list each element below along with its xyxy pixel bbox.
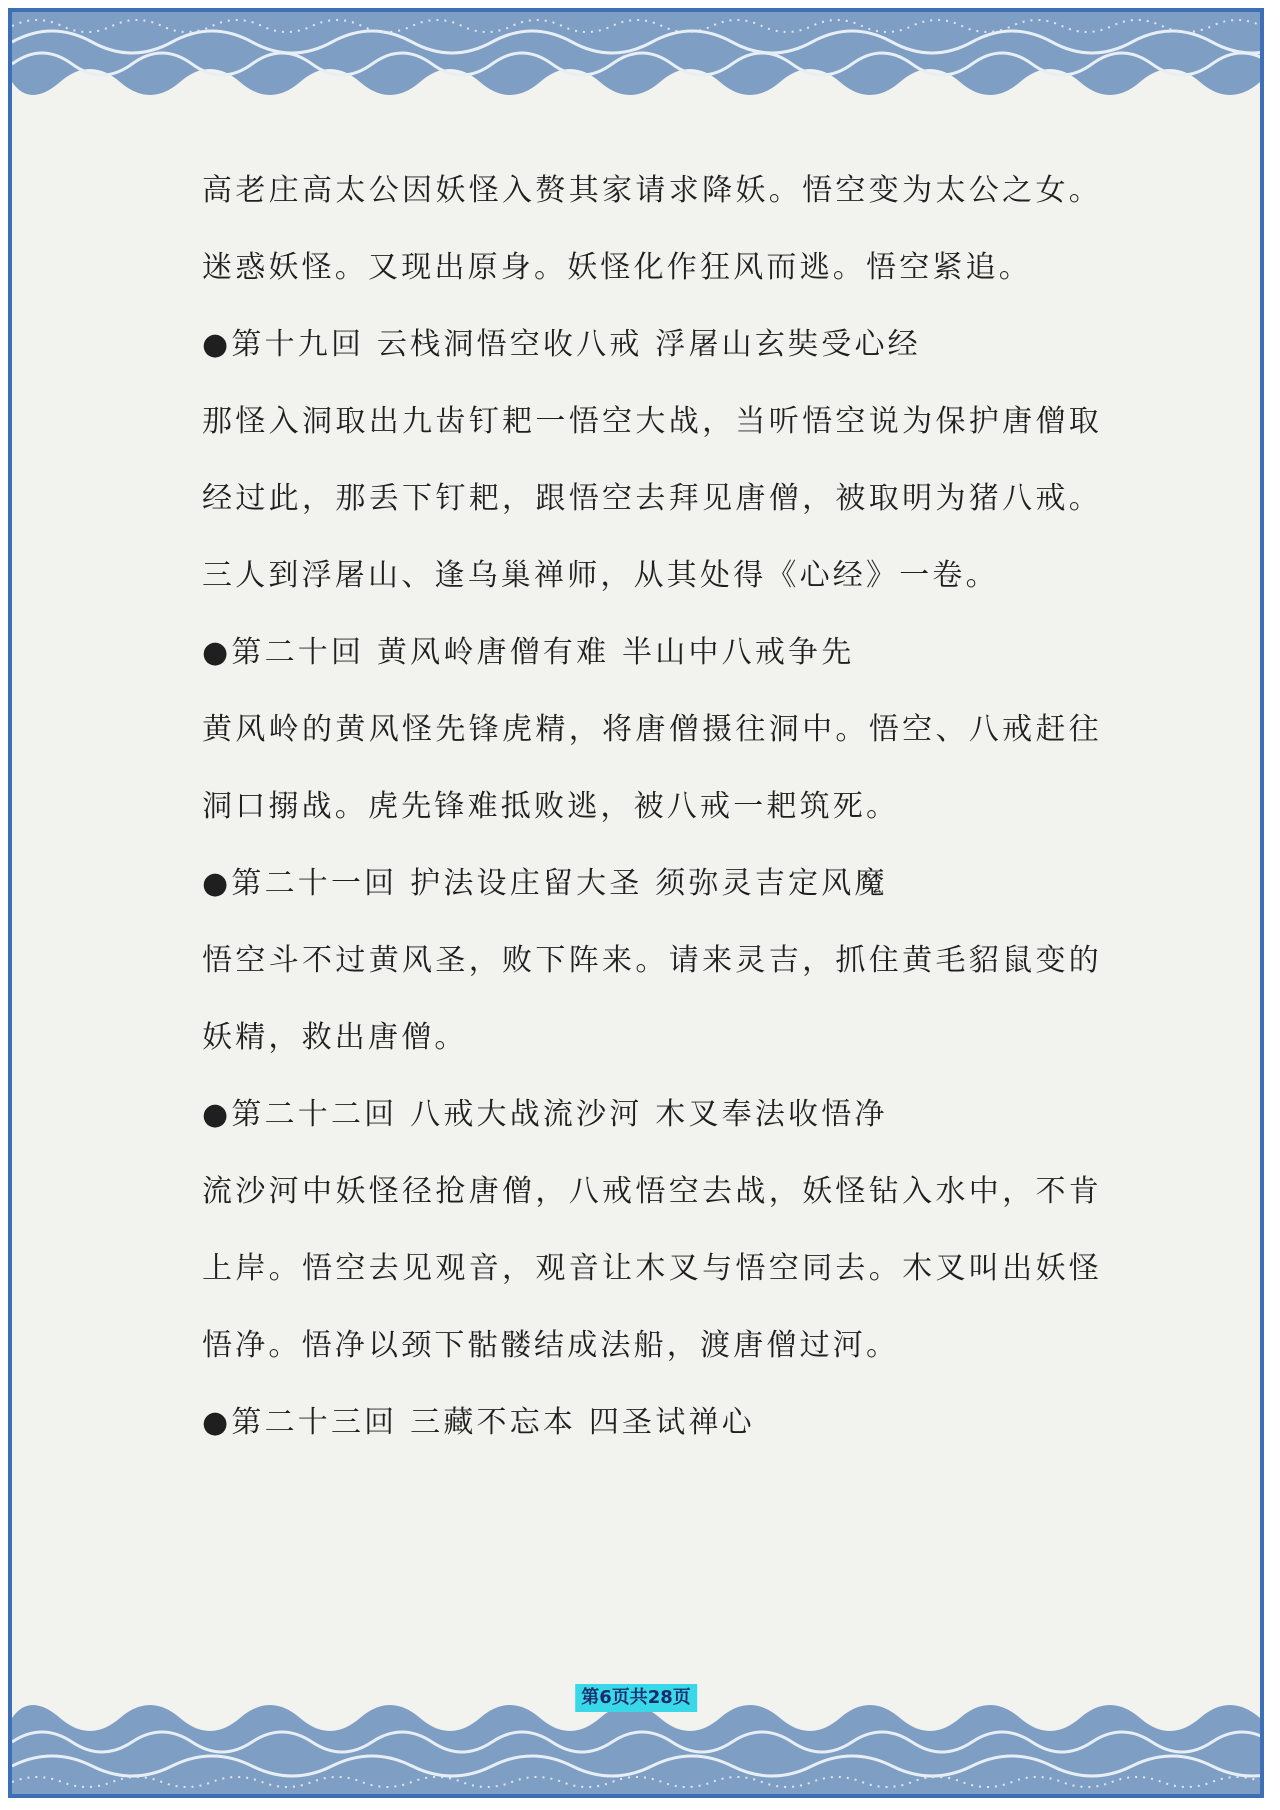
chapter-22-heading: ●第二十二回 八戒大战流沙河 木叉奉法收悟净 (202, 1097, 888, 1132)
paragraph-gaolaozhuang: 高老庄高太公因妖怪入赘其家请求降妖。悟空变为太公之女。迷惑妖怪。又现出原身。妖怪化作狂风而逃。悟空紧追。 (202, 173, 1102, 285)
chapter-20-heading: ●第二十回 黄风岭唐僧有难 半山中八戒争先 (202, 635, 855, 670)
top-wave-border (12, 12, 1260, 104)
chapter-21-summary: 悟空斗不过黄风圣，败下阵来。请来灵吉，抓住黄毛貂鼠变的妖精，救出唐僧。 (202, 943, 1102, 1055)
chapter-21-heading: ●第二十一回 护法设庄留大圣 须弥灵吉定风魔 (202, 866, 888, 901)
chapter-22-summary: 流沙河中妖怪径抢唐僧，八戒悟空去战，妖怪钻入水中，不肯上岸。悟空去见观音，观音让木叉与悟空同去。木叉叫出妖怪悟净。悟净以颈下骷髅结成法船，渡唐僧过河。 (202, 1174, 1102, 1363)
chapter-23-heading: ●第二十三回 三藏不忘本 四圣试禅心 (202, 1405, 755, 1440)
chapter-20-summary: 黄风岭的黄风怪先锋虎精，将唐僧摄往洞中。悟空、八戒赶往洞口搦战。虎先锋难抵败逃，被八戒一耙筑死。 (202, 712, 1102, 824)
chapter-19-heading: ●第十九回 云栈洞悟空收八戒 浮屠山玄奘受心经 (202, 327, 921, 362)
chapter-19-summary: 那怪入洞取出九齿钉耙一悟空大战，当听悟空说为保护唐僧取经过此，那丢下钉耙，跟悟空去拜见唐僧，被取明为猪八戒。三人到浮屠山、逢乌巢禅师，从其处得《心经》一卷。 (202, 404, 1102, 593)
page-number-label: 第6页共28页 (575, 1684, 697, 1712)
document-page (8, 8, 1264, 1798)
document-body (202, 152, 1102, 1461)
